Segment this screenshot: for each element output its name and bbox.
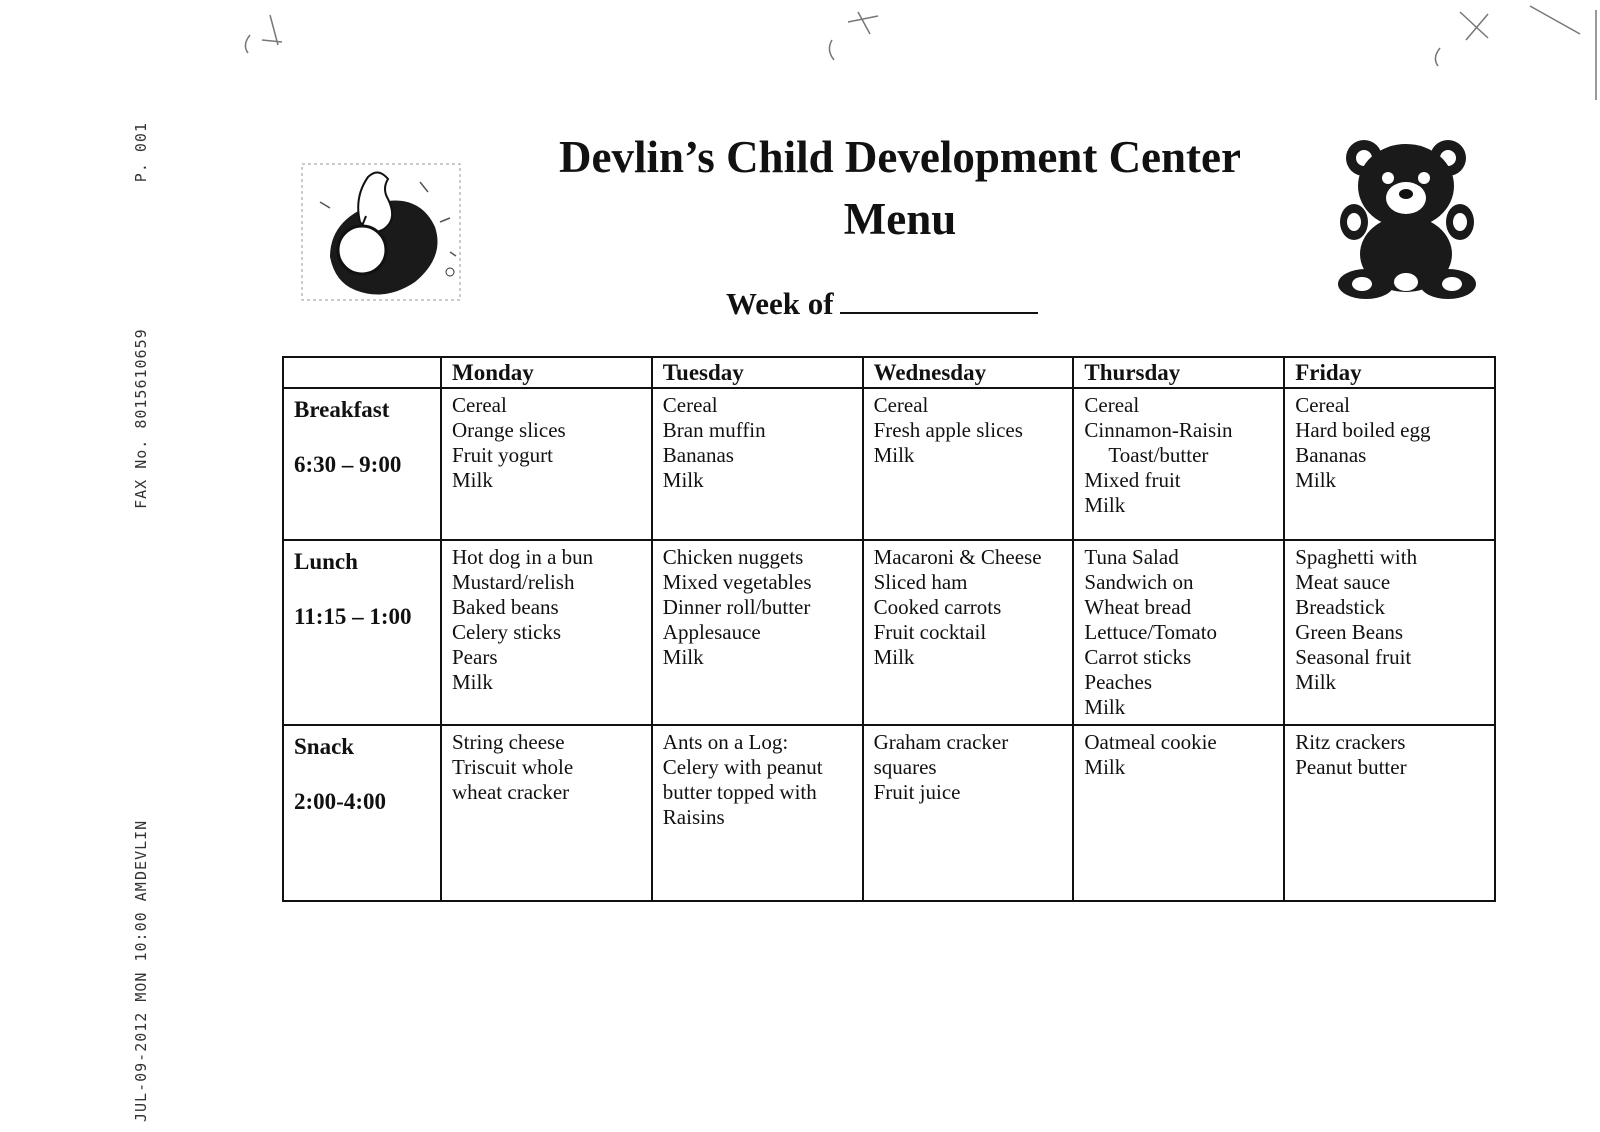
menu-item: Chicken nuggets bbox=[662, 545, 804, 569]
menu-item: Mustard/relish bbox=[452, 570, 575, 594]
menu-item: Hot dog in a bun bbox=[452, 545, 594, 569]
meal-name: Snack bbox=[294, 734, 355, 759]
day-header: Thursday bbox=[1073, 357, 1284, 388]
menu-item: Bananas bbox=[1295, 443, 1367, 467]
menu-item: Ritz crackers bbox=[1295, 730, 1406, 754]
menu-item: Raisins bbox=[662, 805, 725, 829]
menu-cell bbox=[1073, 388, 1284, 540]
fax-datetime: JUL-09-2012 MON 10:00 AM bbox=[132, 881, 150, 1122]
week-of-label: Week of bbox=[726, 286, 834, 321]
page-subtitle: Menu bbox=[843, 194, 957, 244]
menu-cell bbox=[441, 388, 652, 540]
fax-sender: DEVLIN bbox=[132, 819, 150, 880]
menu-item: Milk bbox=[452, 468, 493, 492]
menu-item: Milk bbox=[873, 443, 915, 467]
meal-time: 11:15 – 1:00 bbox=[294, 604, 412, 629]
menu-item: Toast/butter bbox=[1108, 443, 1209, 467]
menu-item: Milk bbox=[1295, 468, 1337, 492]
week-of-field bbox=[726, 284, 1038, 322]
menu-item: Sliced ham bbox=[873, 570, 968, 594]
menu-item: Baked beans bbox=[452, 595, 559, 619]
menu-item: Cooked carrots bbox=[873, 595, 1002, 619]
menu-item: Fresh apple slices bbox=[873, 418, 1023, 442]
menu-item: Cereal bbox=[452, 393, 507, 417]
menu-item: Peaches bbox=[1084, 670, 1153, 694]
menu-item: butter topped with bbox=[662, 780, 817, 804]
pencil-marks bbox=[0, 0, 1600, 100]
fax-page: P. 001 bbox=[132, 122, 150, 183]
menu-item: Pears bbox=[452, 645, 498, 669]
menu-cell bbox=[863, 388, 1074, 540]
menu-item: Fruit yogurt bbox=[452, 443, 553, 467]
menu-item: Hard boiled egg bbox=[1295, 418, 1431, 442]
day-header: Wednesday bbox=[863, 357, 1074, 388]
menu-item: Milk bbox=[1084, 755, 1126, 779]
menu-item: Cereal bbox=[1295, 393, 1350, 417]
menu-item: Cereal bbox=[662, 393, 718, 417]
meal-name: Breakfast bbox=[294, 397, 390, 422]
menu-item: Cinnamon-Raisin bbox=[1084, 418, 1233, 442]
menu-cell bbox=[441, 725, 652, 901]
menu-item: Macaroni & Cheese bbox=[873, 545, 1042, 569]
menu-cell bbox=[441, 540, 652, 725]
menu-item: Applesauce bbox=[662, 620, 761, 644]
menu-cell bbox=[1284, 540, 1495, 725]
menu-cell bbox=[652, 540, 863, 725]
menu-item: Celery sticks bbox=[452, 620, 562, 644]
meal-cell bbox=[283, 725, 441, 901]
page-title: Devlin’s Child Development Center bbox=[558, 132, 1241, 182]
menu-item: wheat cracker bbox=[452, 780, 570, 804]
day-header: Monday bbox=[441, 357, 652, 388]
menu-item: Orange slices bbox=[452, 418, 566, 442]
menu-item: Cereal bbox=[1084, 393, 1140, 417]
menu-item: Triscuit whole bbox=[452, 755, 574, 779]
meal-time: 2:00-4:00 bbox=[294, 789, 386, 814]
menu-cell bbox=[652, 725, 863, 901]
corner-cell bbox=[283, 357, 441, 388]
menu-item: Bananas bbox=[662, 443, 734, 467]
meal-cell bbox=[283, 388, 441, 540]
menu-cell bbox=[1284, 725, 1495, 901]
menu-item: Tuna Salad bbox=[1084, 545, 1179, 569]
menu-item: Mixed fruit bbox=[1084, 468, 1181, 492]
fax-header-strip bbox=[132, 122, 150, 1122]
menu-item: Peanut butter bbox=[1295, 755, 1407, 779]
menu-item: Green Beans bbox=[1295, 620, 1404, 644]
menu-item: Graham cracker bbox=[873, 730, 1009, 754]
menu-item: Milk bbox=[662, 468, 704, 492]
menu-item: squares bbox=[873, 755, 937, 779]
menu-item: Oatmeal cookie bbox=[1084, 730, 1217, 754]
menu-item: Milk bbox=[1084, 493, 1126, 517]
menu-item: Sandwich on bbox=[1084, 570, 1194, 594]
menu-item: Milk bbox=[662, 645, 704, 669]
meal-name: Lunch bbox=[294, 549, 358, 574]
menu-item: Bran muffin bbox=[662, 418, 766, 442]
menu-item: Fruit cocktail bbox=[873, 620, 987, 644]
menu-cell bbox=[863, 725, 1074, 901]
menu-item: Dinner roll/butter bbox=[662, 595, 811, 619]
menu-item: Lettuce/Tomato bbox=[1084, 620, 1218, 644]
menu-item: Milk bbox=[873, 645, 915, 669]
lunch-row bbox=[283, 540, 1495, 725]
header-row bbox=[283, 357, 1495, 388]
menu-cell bbox=[1284, 388, 1495, 540]
menu-item: Ants on a Log: bbox=[662, 730, 789, 754]
meal-cell bbox=[283, 540, 441, 725]
menu-item: Wheat bread bbox=[1084, 595, 1192, 619]
breakfast-row bbox=[283, 388, 1495, 540]
snack-row bbox=[283, 725, 1495, 901]
menu-cell bbox=[863, 540, 1074, 725]
menu-item: Seasonal fruit bbox=[1295, 645, 1412, 669]
menu-item: Mixed vegetables bbox=[662, 570, 812, 594]
menu-item: Milk bbox=[1295, 670, 1337, 694]
menu-item: Milk bbox=[1084, 695, 1126, 719]
menu-cell bbox=[1073, 540, 1284, 725]
menu-table bbox=[282, 356, 1496, 902]
meal-time: 6:30 – 9:00 bbox=[294, 452, 402, 477]
menu-item: Breadstick bbox=[1295, 595, 1385, 619]
menu-item: Cereal bbox=[873, 393, 929, 417]
menu-item: Fruit juice bbox=[873, 780, 961, 804]
menu-item: Spaghetti with bbox=[1295, 545, 1418, 569]
day-header: Tuesday bbox=[652, 357, 863, 388]
menu-item: Celery with peanut bbox=[662, 755, 823, 779]
menu-cell bbox=[1073, 725, 1284, 901]
menu-item: Meat sauce bbox=[1295, 570, 1391, 594]
menu-item: Milk bbox=[452, 670, 493, 694]
menu-cell bbox=[652, 388, 863, 540]
day-header: Friday bbox=[1284, 357, 1495, 388]
menu-item: Carrot sticks bbox=[1084, 645, 1192, 669]
fax-number: FAX No. 8015610659 bbox=[132, 328, 150, 509]
menu-item: String cheese bbox=[452, 730, 565, 754]
week-of-blank bbox=[840, 284, 1038, 314]
